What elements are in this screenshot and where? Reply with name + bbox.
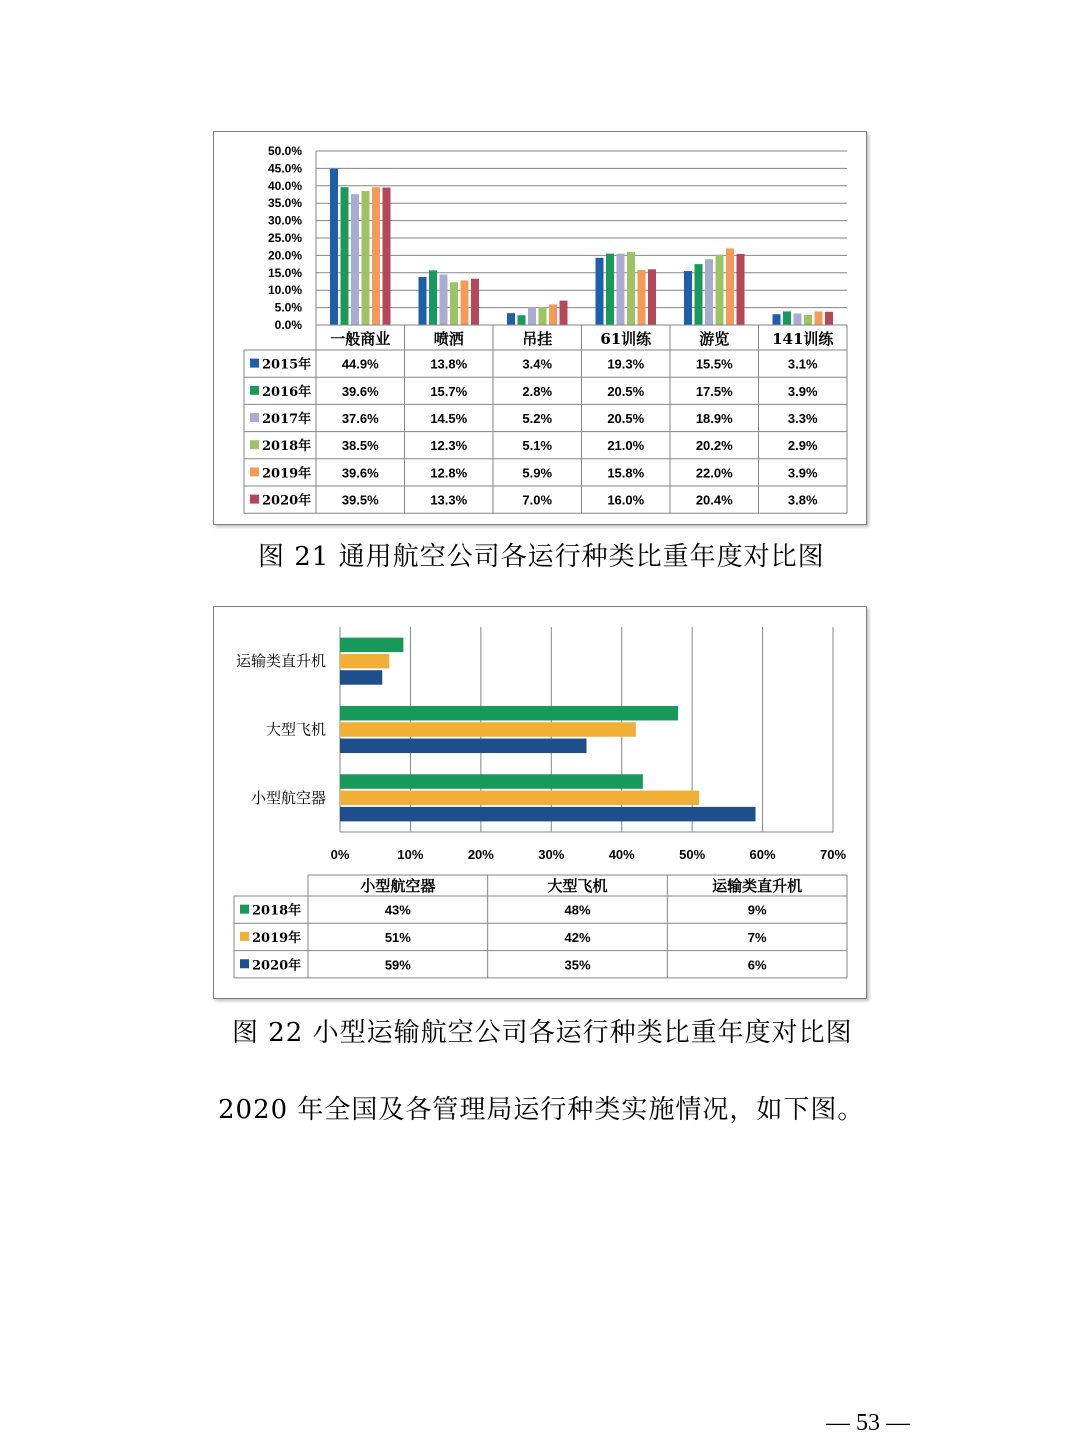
legend-key	[240, 932, 249, 941]
bar	[737, 254, 745, 325]
bar	[804, 315, 812, 325]
data-label: 17.5%	[695, 383, 733, 399]
data-label: 20.4%	[695, 492, 733, 508]
x-tick-label: 60%	[749, 847, 776, 862]
data-label: 38.5%	[341, 438, 379, 454]
data-label: 16.0%	[607, 492, 645, 508]
bar	[340, 670, 382, 685]
legend-label: 2019年	[252, 930, 302, 946]
data-label: 3.3%	[787, 411, 818, 426]
data-label: 59%	[384, 957, 411, 973]
y-tick-label: 小型航空器	[250, 788, 326, 807]
data-label: 42%	[564, 929, 591, 945]
bar	[450, 282, 458, 325]
table-header: 运输类直升机	[712, 877, 803, 895]
data-label: 15.5%	[695, 356, 733, 372]
bar	[539, 307, 547, 325]
legend-key	[250, 440, 259, 449]
bar	[648, 269, 656, 325]
bar	[726, 248, 734, 325]
figure-21-svg	[214, 132, 866, 524]
table-header: 大型飞机	[547, 877, 608, 895]
y-tick-label: 40.0%	[267, 178, 302, 193]
figure-21-chart	[213, 131, 867, 525]
page-number: — 53 —	[826, 1410, 910, 1436]
data-label: 51%	[384, 929, 411, 945]
y-tick-label: 运输类直升机	[235, 652, 326, 671]
x-tick-label: 游览	[699, 330, 730, 348]
y-tick-label: 25.0%	[267, 231, 302, 245]
bar	[773, 314, 781, 325]
data-label: 5.9%	[522, 465, 553, 481]
data-label: 9%	[747, 902, 767, 918]
bar	[783, 311, 791, 325]
bar	[825, 312, 833, 325]
bar	[340, 774, 643, 789]
legend-label: 2019年	[262, 466, 312, 482]
bar	[362, 191, 370, 325]
data-label: 37.6%	[341, 411, 379, 426]
x-tick-label: 70%	[819, 847, 847, 862]
y-tick-label: 大型飞机	[265, 720, 326, 739]
figure-22-svg	[214, 607, 866, 998]
x-tick-label: 30%	[538, 847, 565, 862]
legend-label: 2020年	[262, 493, 312, 509]
data-label: 6%	[747, 957, 767, 973]
figure-21-caption: 图 21 通用航空公司各运行种类比重年度对比图	[258, 542, 825, 572]
data-label: 5.1%	[522, 438, 553, 454]
x-tick-label: 40%	[608, 847, 635, 862]
bar	[429, 270, 437, 325]
legend-label: 2018年	[252, 903, 302, 919]
data-label: 3.8%	[787, 492, 818, 508]
x-tick-label: 10%	[397, 847, 424, 862]
bar	[383, 188, 391, 325]
x-tick-label: 141训练	[772, 330, 834, 348]
legend-key	[240, 905, 249, 914]
legend-key	[250, 413, 259, 422]
data-label: 43%	[384, 902, 411, 918]
x-tick-label: 吊挂	[522, 330, 553, 348]
data-label: 35%	[564, 957, 591, 973]
bar	[351, 194, 359, 325]
y-tick-label: 35.0%	[267, 196, 302, 211]
legend-label: 2020年	[252, 958, 302, 974]
bar	[471, 279, 479, 325]
y-tick-label: 45.0%	[267, 161, 302, 176]
data-label: 39.6%	[341, 383, 379, 399]
legend-key	[240, 959, 249, 968]
legend-key	[250, 467, 259, 476]
data-label: 5.2%	[522, 411, 553, 426]
data-label: 2.9%	[787, 438, 818, 454]
bar	[340, 791, 699, 806]
bar	[560, 301, 568, 325]
bar	[340, 807, 756, 822]
data-label: 20.5%	[607, 383, 645, 399]
legend-label: 2016年	[262, 384, 312, 400]
data-label: 39.6%	[341, 465, 379, 481]
bar	[340, 722, 636, 737]
data-label: 7%	[747, 929, 767, 945]
bar	[372, 187, 380, 325]
data-label: 15.8%	[607, 465, 645, 481]
bar	[341, 187, 349, 325]
bar	[596, 258, 604, 325]
bar	[340, 739, 587, 754]
data-label: 20.2%	[695, 438, 733, 454]
body-paragraph: 2020 年全国及各管理局运行种类实施情况，如下图。	[218, 1095, 865, 1125]
bar	[549, 304, 557, 325]
data-label: 3.9%	[787, 465, 818, 481]
data-label: 3.4%	[522, 356, 553, 372]
bar	[528, 307, 536, 325]
data-label: 3.1%	[787, 356, 818, 372]
bar	[461, 280, 469, 325]
data-label: 14.5%	[430, 411, 468, 426]
y-tick-label: 15.0%	[267, 265, 302, 280]
bar	[330, 169, 338, 325]
x-tick-label: 0%	[330, 847, 350, 862]
x-tick-label: 50%	[679, 847, 706, 862]
data-label: 13.8%	[430, 356, 468, 372]
bar	[340, 638, 403, 653]
legend-label: 2015年	[262, 357, 312, 373]
bar	[684, 271, 692, 325]
data-label: 39.5%	[341, 492, 379, 508]
y-tick-label: 30.0%	[267, 213, 302, 228]
data-label: 12.8%	[430, 465, 468, 481]
legend-key	[250, 386, 259, 395]
bar	[617, 254, 625, 325]
bar	[638, 270, 646, 325]
bar	[695, 264, 703, 325]
data-label: 2.8%	[522, 383, 553, 399]
bar	[815, 311, 823, 325]
x-tick-label: 20%	[467, 847, 494, 862]
bar	[440, 275, 448, 325]
bar	[340, 654, 389, 669]
data-label: 7.0%	[522, 492, 553, 508]
y-tick-label: 20.0%	[267, 248, 302, 263]
legend-label: 2017年	[262, 412, 312, 427]
legend-label: 2018年	[262, 439, 312, 455]
figure-22-caption: 图 22 小型运输航空公司各运行种类比重年度对比图	[232, 1018, 853, 1048]
figure-22-chart	[213, 606, 867, 999]
bar	[340, 706, 678, 721]
data-label: 22.0%	[695, 465, 733, 481]
bar	[507, 313, 515, 325]
bar	[518, 315, 526, 325]
bar	[705, 259, 713, 325]
data-label: 44.9%	[341, 356, 379, 372]
bar	[716, 255, 724, 325]
data-label: 3.9%	[787, 383, 818, 399]
data-label: 13.3%	[430, 492, 468, 508]
table-header: 小型航空器	[360, 877, 436, 895]
x-tick-label: 61训练	[600, 330, 652, 348]
y-tick-label: 0.0%	[274, 318, 302, 332]
data-label: 21.0%	[607, 438, 645, 454]
x-tick-label: 喷洒	[433, 330, 464, 348]
legend-key	[250, 495, 259, 504]
bar	[606, 254, 614, 325]
data-label: 12.3%	[430, 438, 468, 454]
y-tick-label: 10.0%	[267, 283, 302, 298]
data-label: 18.9%	[695, 411, 733, 426]
y-tick-label: 50.0%	[267, 144, 302, 158]
bar	[794, 314, 802, 325]
legend-key	[250, 359, 259, 368]
data-label: 15.7%	[430, 383, 468, 399]
data-label: 19.3%	[607, 356, 645, 372]
x-tick-label: 一般商业	[330, 330, 391, 348]
bar	[419, 277, 427, 325]
bar	[627, 252, 635, 325]
data-label: 48%	[564, 902, 591, 918]
y-tick-label: 5.0%	[274, 300, 302, 315]
data-label: 20.5%	[607, 411, 645, 426]
